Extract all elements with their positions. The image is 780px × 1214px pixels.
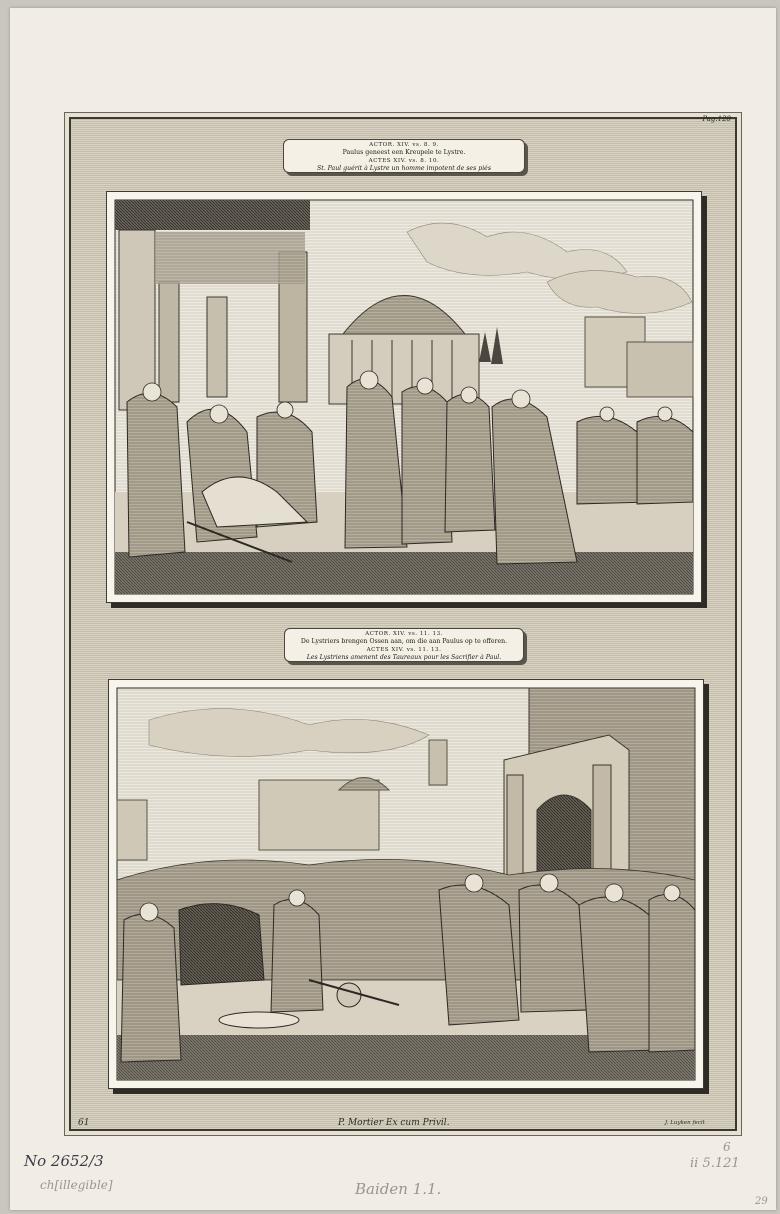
top-caption-dutch: Paulus geneest een Kreupele te Lystre. [342, 149, 466, 156]
bottom-scene-illustration [109, 680, 703, 1088]
top-engraving-scene [106, 191, 702, 603]
right-pencil-number-top: 6 [723, 1140, 731, 1154]
artist-credit: J. Luyken fecit [665, 1120, 705, 1126]
left-pencil-note: ch[illegible] [40, 1178, 113, 1192]
top-caption-reference: ACTOR. XIV. vs. 8. 9. [369, 142, 439, 148]
publisher-credit: P. Mortier Ex cum Privil. [338, 1118, 450, 1128]
plate-number: 61 [78, 1118, 90, 1128]
page-number: Pag.128 [702, 115, 731, 123]
bottom-engraving-scene [108, 679, 704, 1089]
bottom-caption-reference-fr: ACTES XIV. vs. 11. 13. [366, 647, 442, 653]
top-caption-cartouche [283, 139, 525, 173]
center-pencil-note: Baiden 1.1. [355, 1180, 442, 1198]
bottom-caption-french: Les Lystriens amenent des Taureaux pour les Sacrifier à Paul. [306, 654, 502, 661]
bottom-caption-dutch: De Lystriers brengen Ossen aan, om die aan Paulus op te offeren. [300, 638, 508, 645]
corner-pencil-number: 29 [755, 1196, 768, 1207]
bottom-caption-cartouche [284, 628, 524, 662]
top-caption-reference-fr: ACTES XIV. vs. 8. 10. [368, 158, 440, 164]
inventory-number: No 2652/3 [24, 1152, 104, 1170]
right-pencil-number: ii 5.121 [690, 1156, 740, 1171]
top-caption-french: St. Paul guérit à Lystre un homme impotent de ses piés [316, 165, 492, 172]
top-scene-illustration [107, 192, 701, 602]
bottom-caption-reference: ACTOR. XIV. vs. 11. 13. [365, 631, 443, 637]
